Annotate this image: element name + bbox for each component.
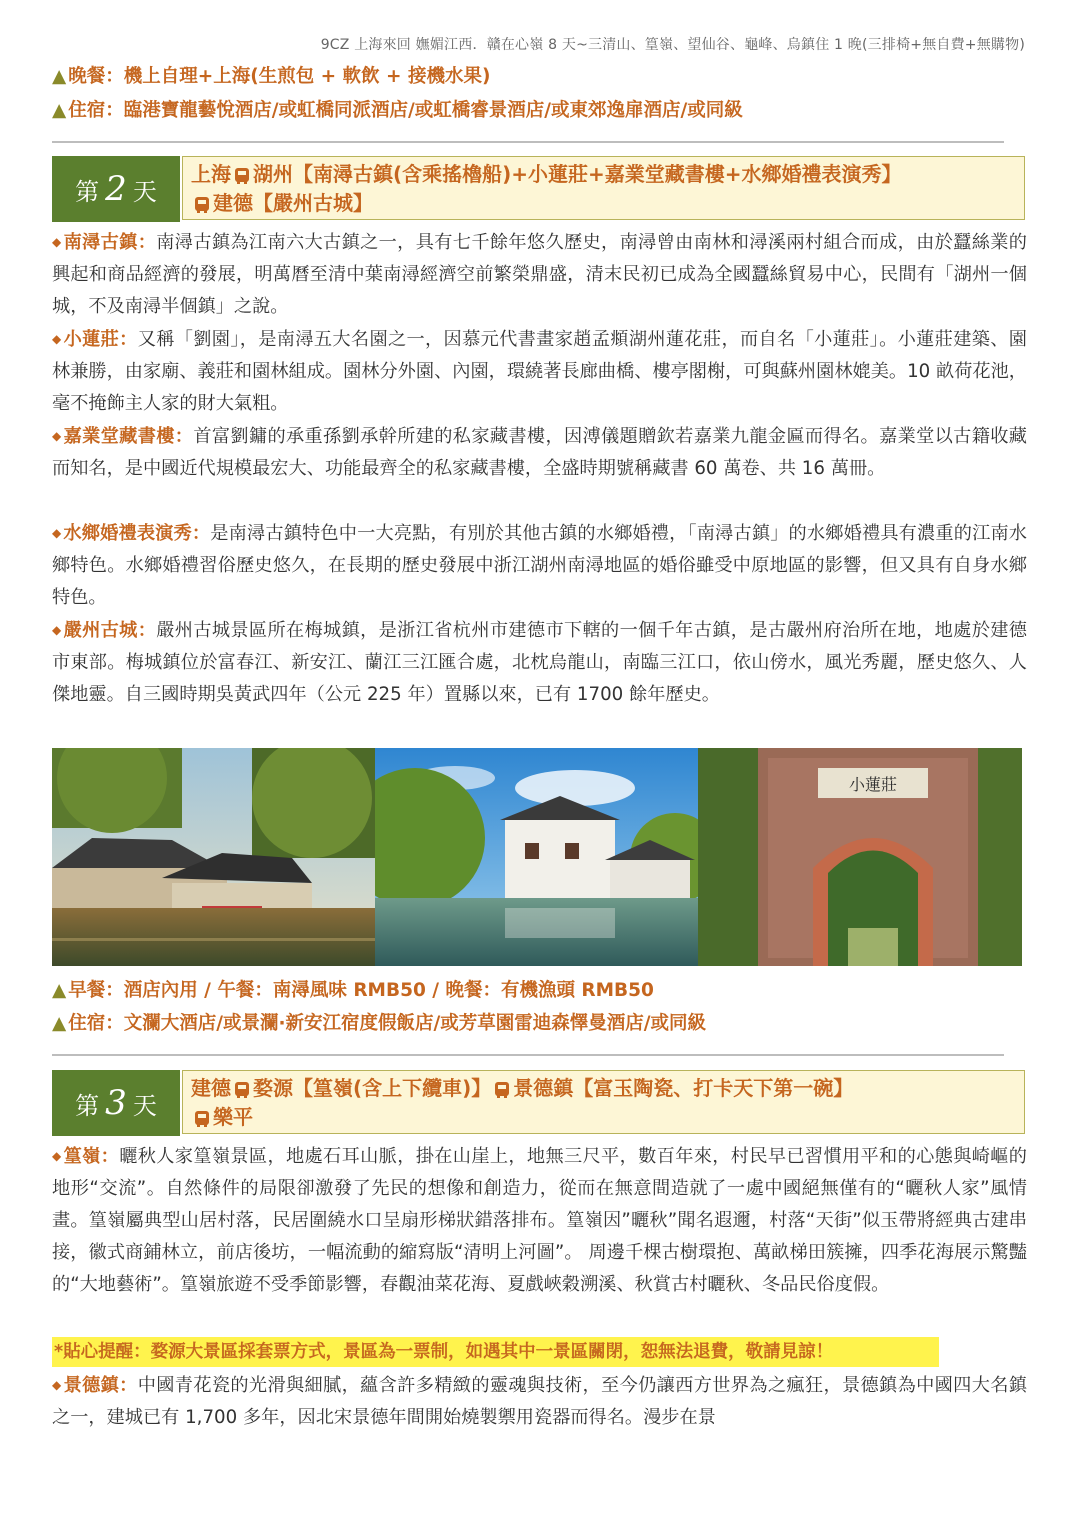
photo-canal-boats [52,748,375,966]
attraction-wedding-show: ◆ 水鄉婚禮表演秀：是南潯古鎮特色中一大亮點，有別於其他古鎮的水鄉婚禮，「南潯古鎮」的水鄉婚禮具有濃重的江南水鄉特色。水鄉婚禮習俗歷史悠久，在長期的歷史發展中浙江湖州南潯地區的婚俗雖受中原地區的影響，但又具有自身水鄉特色。 [52,523,1027,608]
photo-strip [52,748,1022,966]
photo-garden-gate [698,748,1022,966]
diamond-bullet-icon: ◆ [52,1378,62,1392]
day2-meals: ▲ 早餐：酒店內用 / 午餐：南潯風味 RMB50 / 晚餐：有機漁頭 RMB50 [52,980,654,1001]
bus-icon [195,197,209,211]
diamond-bullet-icon: ◆ [52,1149,62,1163]
day2-hotel: ▲ 住宿：文瀾大酒店/或景瀾·新安江宿度假飯店/或芳草園雷迪森懌曼酒店/或同級 [52,1013,707,1034]
bus-icon [235,1082,249,1096]
diamond-bullet-icon: ◆ [52,429,62,443]
diamond-bullet-icon: ◆ [52,332,62,346]
diamond-bullet-icon: ◆ [52,526,62,540]
day3-badge: 第 3 天 [52,1070,180,1136]
bus-icon [195,1111,209,1125]
diamond-bullet-icon: ◆ [52,235,62,249]
attraction-jiayetang: ◆ 嘉業堂藏書樓：首富劉鏞的承重孫劉承幹所建的私家藏書樓，因溥儀題贈欽若嘉業九龍金匾而得名。嘉業堂以古籍收藏而知名，是中國近代規模最宏大、功能最齊全的私家藏書樓，全盛時期號稱藏書 60 萬卷、共 16 萬冊。 [52,426,1027,479]
triangle-icon: ▲ [52,1013,67,1034]
bus-icon [235,168,249,182]
day1-hotel: ▲ 住宿：臨港寶龍藝悅酒店/或虹橋同派酒店/或虹橋睿景酒店/或東郊逸扉酒店/或同級 [52,100,743,121]
day2-title: 上海 湖州【南潯古鎮(含乘搖櫓船)+小蓮莊+嘉業堂藏書樓+水鄉婚禮表演秀】 建德【嚴州古城】 [182,156,1025,220]
diamond-bullet-icon: ◆ [52,623,62,637]
reminder-note: *貼心提醒：婺源大景區採套票方式，景區為一票制，如遇其中一景區關閉，恕無法退費，敬請見諒！ [52,1337,939,1367]
photo-white-houses [375,748,698,966]
attraction-huangling: ◆ 篁嶺：曬秋人家篁嶺景區，地處石耳山脈，掛在山崖上，地無三尺平，數百年來，村民早已習慣用平和的心態與崎嶇的地形“交流”。自然條件的局限卻激發了先民的想像和創造力，從而在無意間造就了一處中國絕無僅有的“曬秋人家”風情畫。篁嶺屬典型山居村落，民居圍繞水口呈扇形梯狀錯落排布。篁嶺因”曬秋”聞名遐邇，村落“天街”似玉帶將經典古建串接，徽式商鋪林立，前店後坊，一幅流動的縮寫版“清明上河圖”。 周邊千棵古樹環抱、萬畝梯田簇擁，四季花海展示驚豔的“大地藝術”。篁嶺旅遊不受季節影響，春觀油菜花海、夏戲峽穀溯溪、秋賞古村曬秋、冬品民俗度假。 [52,1146,1027,1295]
page-header: 9CZ 上海來回 嫵媚江西．贛在心嶺 8 天~三清山、篁嶺、望仙谷、龜峰、烏鎮住 1 晚(三排椅+無自費+無購物) [320,37,1025,53]
attraction-jingdezhen: ◆ 景德鎮：中國青花瓷的光滑與細膩，蘊含許多精緻的靈魂與技術，至今仍讓西方世界為之瘋狂，景德鎮為中國四大名鎮之一，建城已有 1,700 多年，因北宋景德年間開始燒製禦用瓷器而得名。漫步在景 [52,1375,1027,1428]
bus-icon [495,1082,509,1096]
attraction-nanxun: ◆ 南潯古鎮：南潯古鎮為江南六大古鎮之一，具有七千餘年悠久歷史，南潯曾由南林和潯溪兩村組合而成，由於蠶絲業的興起和商品經濟的發展，明萬曆至清中葉南潯經濟空前繁榮鼎盛，清末民初已成為全國蠶絲貿易中心，民間有「湖州一個城，不及南潯半個鎮」之說。 [52,232,1027,317]
attraction-yanzhou: ◆ 嚴州古城：嚴州古城景區所在梅城鎮，是浙江省杭州市建德市下轄的一個千年古鎮，是古嚴州府治所在地，地處於建德市東部。梅城鎮位於富春江、新安江、蘭江三江匯合處，北枕烏龍山，南臨三江口，依山傍水，風光秀麗，歷史悠久、人傑地靈。自三國時期吳黃武四年（公元 225 年）置縣以來，已有 1700 餘年歷史。 [52,620,1027,705]
day3-header [52,1070,1025,1136]
triangle-icon: ▲ [52,980,67,1001]
triangle-icon: ▲ [52,66,67,87]
day2-badge: 第 2 天 [52,156,180,222]
section-divider [52,141,1004,143]
attraction-xiaolianzhuang: ◆ 小蓮莊：又稱「劉園」，是南潯五大名園之一，因慕元代書畫家趙孟頫湖州蓮花莊，而自名「小蓮莊」。小蓮莊建築、園林兼勝，由家廟、義莊和園林組成。園林分外園、內園，環繞著長廊曲橋、樓亭閣榭，可與蘇州園林媲美。10 畝荷花池，毫不掩飾主人家的財大氣粗。 [52,329,1027,414]
day2-header [52,156,1025,222]
day1-dinner: ▲ 晚餐：機上自理+上海(生煎包 + 軟飲 + 接機水果) [52,66,491,87]
triangle-icon: ▲ [52,100,67,121]
gate-sign: 小蓮莊 [848,775,898,794]
day3-title: 建德 婺源【篁嶺(含上下纜車)】 景德鎮【富玉陶瓷、打卡天下第一碗】 樂平 [182,1070,1025,1134]
section-divider [52,1054,1004,1056]
